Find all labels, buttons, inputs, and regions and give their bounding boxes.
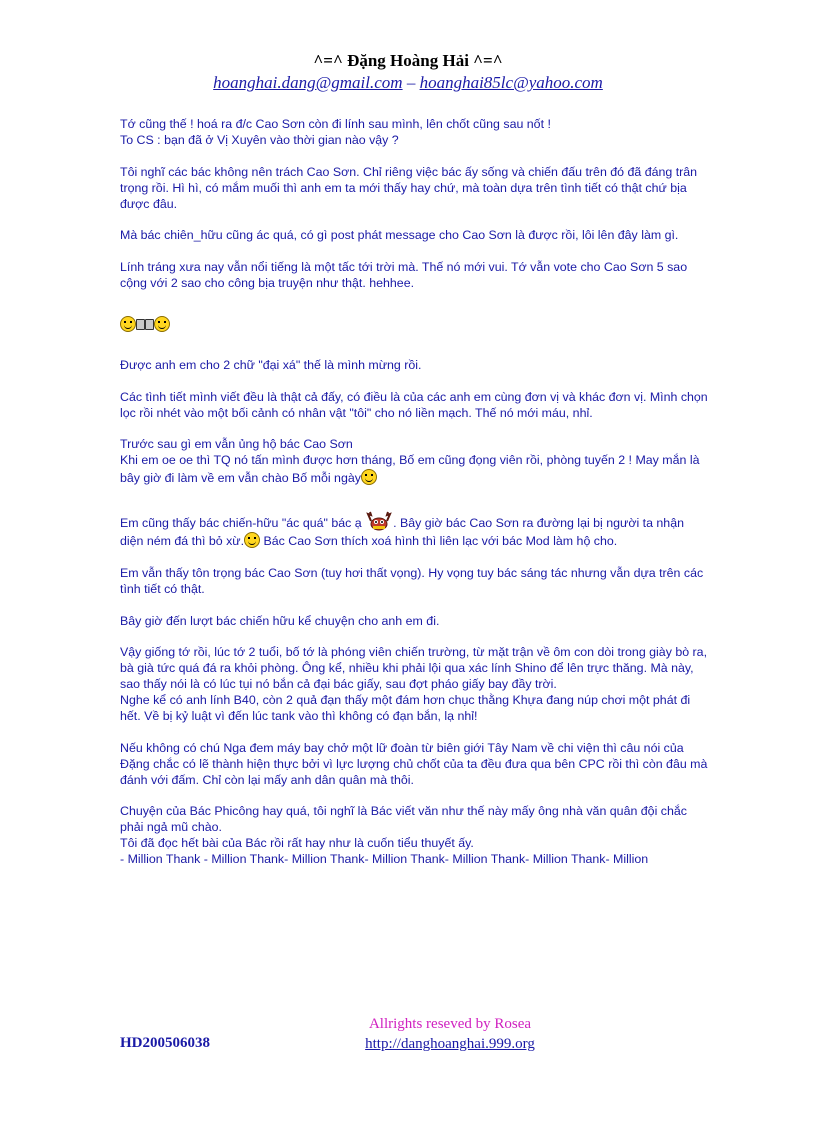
beer-mug-icon bbox=[145, 319, 154, 330]
post-paragraph: Nếu không có chú Nga đem máy bay chở một lữ đoàn từ biên giới Tây Nam về chi viện thì câu nói của Đặng chắc có lẽ thành hiện thực bởi vì lực lượng chủ chốt của ta đều đưa qua bên CPC rồi thì còn đâu mà đánh với đấm. Chỉ còn lại mấy anh dân quân mà thôi. bbox=[120, 740, 708, 787]
document-id: HD200506038 bbox=[120, 1035, 210, 1051]
smiley-icon bbox=[244, 532, 260, 548]
post-paragraph: Lính tráng xưa nay vẫn nổi tiếng là một tấc tới trời mà. Thế nó mới vui. Tớ vẫn vote cho Cao Sơn 5 sao cộng với 2 sao cho công bịa truyện như thật. hehhee. bbox=[120, 260, 688, 291]
smiley-icon bbox=[120, 316, 136, 332]
smiley-icon bbox=[361, 469, 377, 485]
post-paragraph: Tớ cũng thế ! hoá ra đ/c Cao Sơn còn đi lính sau mình, lên chốt cũng sau nốt ! To CS : bạn đã ở Vị Xuyên vào thời gian nào vậy ? bbox=[120, 117, 551, 147]
email-link-yahoo[interactable]: hoanghai85lc@yahoo.com bbox=[419, 73, 603, 92]
email-separator: – bbox=[402, 73, 420, 92]
post-paragraph: Em cũng thấy bác chiến-hữu "ác quá" bác ạ . Bây giờ bác Cao Sơn ra đường lại bị người ta nhận diện ném đá thì bỏ xừ. Bác Cao Sơn thích xoá hình thì liên lạc với bác Mod làm hộ cho. bbox=[120, 511, 710, 550]
post-paragraph: Tôi nghĩ các bác không nên trách Cao Sơn. Chỉ riêng việc bác ấy sống và chiến đấu trên đó đã đáng trân trọng rồi. Hì hì, có mắm muối thì anh em ta mới thấy hay chứ, mà toàn dựa trên tình tiết có thật chứ bịa được đâu. bbox=[120, 164, 698, 211]
author-title: ^=^ Đặng Hoàng Hải ^=^ bbox=[313, 51, 503, 70]
post-paragraph: Trước sau gì em vẫn ủng hộ bác Cao Sơn Khi em oe oe thì TQ nó tấn mình được hơn tháng, Bố em cũng đọng viên rồi, phòng tuyến 2 ! May mắn là bây giờ đi làm về em vẫn chào Bố mỗi ngày bbox=[120, 437, 700, 486]
crab-icon bbox=[365, 511, 393, 531]
post-paragraph: Vậy giống tớ rồi, lúc tớ 2 tuổi, bố tớ là phóng viên chiến trường, từ mặt trận về ôm con dòi trong giày bò ra, bà già tức quá đá ra khỏi phòng. Ông kể, nhiều khi phải lội qua xác lính Shino để lên trực thăng. Mà này, sao thấy nói là có lúc tụi nó bắn cả đại bác giấy, sau đợt pháo giấy bay đầy trời. Nghe kể có anh lính B40, còn 2 quả đạn thấy một đám hơn chục thằng Khựa đang núp chơi một phát đi hết. Về bị kỷ luật vì đến lúc tank vào thì không có đạn bắn, lạ nhỉ! bbox=[120, 645, 708, 723]
smiley-cheers-icon bbox=[120, 316, 710, 338]
post-paragraph: Được anh em cho 2 chữ "đại xá" thế là mình mừng rồi. bbox=[120, 357, 422, 372]
copyright-text: Allrights reseved by Rosea bbox=[368, 1016, 532, 1032]
footer-credits bbox=[355, 1014, 545, 1054]
smiley-icon bbox=[154, 316, 170, 332]
email-link-gmail[interactable]: hoanghai.dang@gmail.com bbox=[213, 73, 403, 92]
author-emails bbox=[0, 72, 816, 94]
post-paragraph: Mà bác chiên_hữu cũng ác quá, có gì post phát message cho Cao Sơn là được rồi, lôi lên đây làm gì. bbox=[120, 228, 679, 243]
post-paragraph: Bây giờ đến lượt bác chiến hữu kể chuyện cho anh em đi. bbox=[120, 613, 440, 628]
website-link[interactable]: http://danghoanghai.999.org bbox=[365, 1036, 535, 1052]
post-paragraph: Em vẫn thấy tôn trọng bác Cao Sơn (tuy hơi thất vọng). Hy vọng tuy bác sáng tác nhưng vẫn dựa trên các tình tiết có thật. bbox=[120, 565, 704, 596]
forum-posts bbox=[120, 117, 710, 868]
page-header bbox=[0, 50, 816, 94]
post-paragraph: Chuyện của Bác Phicông hay quá, tôi nghĩ là Bác viết văn như thế này mấy ông nhà văn quân đội chắc phải ngả mũ chào. Tôi đã đọc hết bài của Bác rồi rất hay như là cuốn tiểu thuyết ấy. - Million Thank - Million Thank- Million Thank- Million Thank- Million Thank- Million Thank- Million bbox=[120, 804, 687, 867]
post-paragraph: Các tình tiết mình viết đều là thật cả đấy, có điều là của các anh em cùng đơn vị và khác đơn vị. Mình chọn lọc rồi nhét vào một bối cảnh có nhân vật "tôi" cho nó liền mạch. Thế nó mới máu, nhỉ. bbox=[120, 389, 708, 420]
beer-mug-icon bbox=[136, 319, 145, 330]
